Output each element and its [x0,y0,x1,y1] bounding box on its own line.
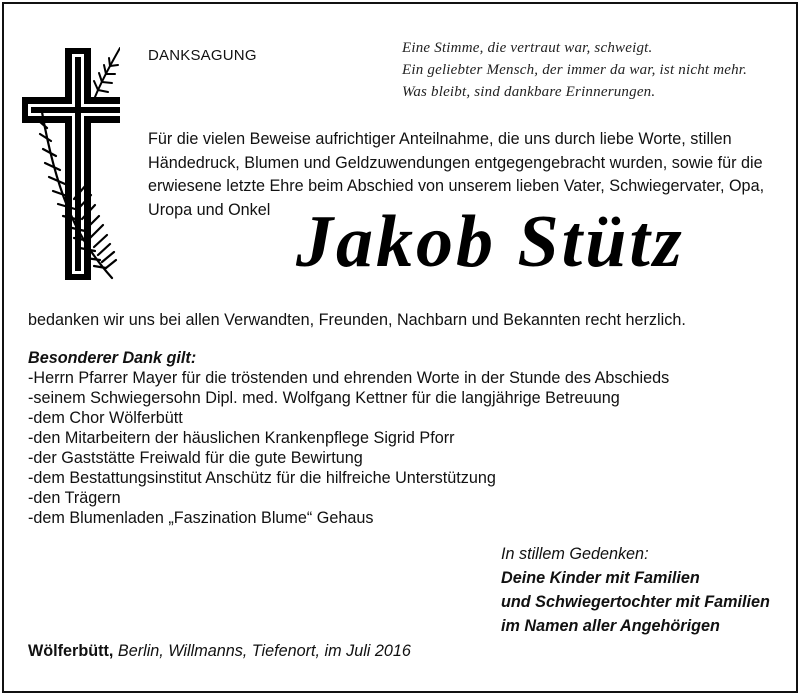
signature-line: im Namen aller Angehörigen [501,617,720,635]
heading: DANKSAGUNG [148,47,257,64]
special-thanks-item: -den Trägern [28,489,121,507]
deceased-name: Jakob Stütz [296,201,685,283]
intro-line: Händedruck, Blumen und Geldzuwendungen entgegengebracht wurden, sowie für die [148,153,763,172]
poem-line: Was bleibt, sind dankbare Erinnerungen. [402,84,656,100]
special-thanks-item: -Herrn Pfarrer Mayer für die tröstenden und ehrenden Worte in der Stunde des Abschieds [28,369,670,387]
signature-intro: In stillem Gedenken: [501,545,649,563]
special-thanks-item: -den Mitarbeitern der häuslichen Krankenpflege Sigrid Pforr [28,429,455,447]
signature-line: und Schwiegertochter mit Familien [501,593,770,611]
intro-line: Uropa und Onkel [148,200,271,219]
special-thanks-item: -dem Chor Wölferbütt [28,409,183,427]
special-thanks [28,348,669,528]
special-thanks-item: -dem Bestattungsinstitut Anschütz für die hilfreiche Unterstützung [28,469,496,487]
poem [402,37,747,103]
special-thanks-title: Besonderer Dank gilt: [28,349,197,367]
place-date [28,640,411,662]
poem-line: Ein geliebter Mensch, der immer da war, ist nicht mehr. [402,62,748,78]
special-thanks-item: -seinem Schwiegersohn Dipl. med. Wolfgang Kettner für die langjährige Betreuung [28,389,620,407]
cross-with-palm-branch-icon [20,42,120,284]
special-thanks-item: -der Gaststätte Freiwald für die gute Bewirtung [28,449,363,467]
place-rest: Berlin, Willmanns, Tiefenort, im Juli 2016 [113,642,411,660]
special-thanks-item: -dem Blumenladen „Faszination Blume“ Gehaus [28,509,374,527]
signature-block [501,542,770,638]
place-main: Wölferbütt, [28,642,114,660]
thanks-line: bedanken wir uns bei allen Verwandten, Freunden, Nachbarn und Bekannten recht herzlich. [28,311,686,329]
signature-line: Deine Kinder mit Familien [501,569,700,587]
poem-line: Eine Stimme, die vertraut war, schweigt. [402,40,653,56]
intro-line: Für die vielen Beweise aufrichtiger Anteilnahme, die uns durch liebe Worte, stillen [148,130,732,148]
intro-line: erwiesene letzte Ehre beim Abschied von unserem lieben Vater, Schwiegervater, Opa, [148,177,765,195]
